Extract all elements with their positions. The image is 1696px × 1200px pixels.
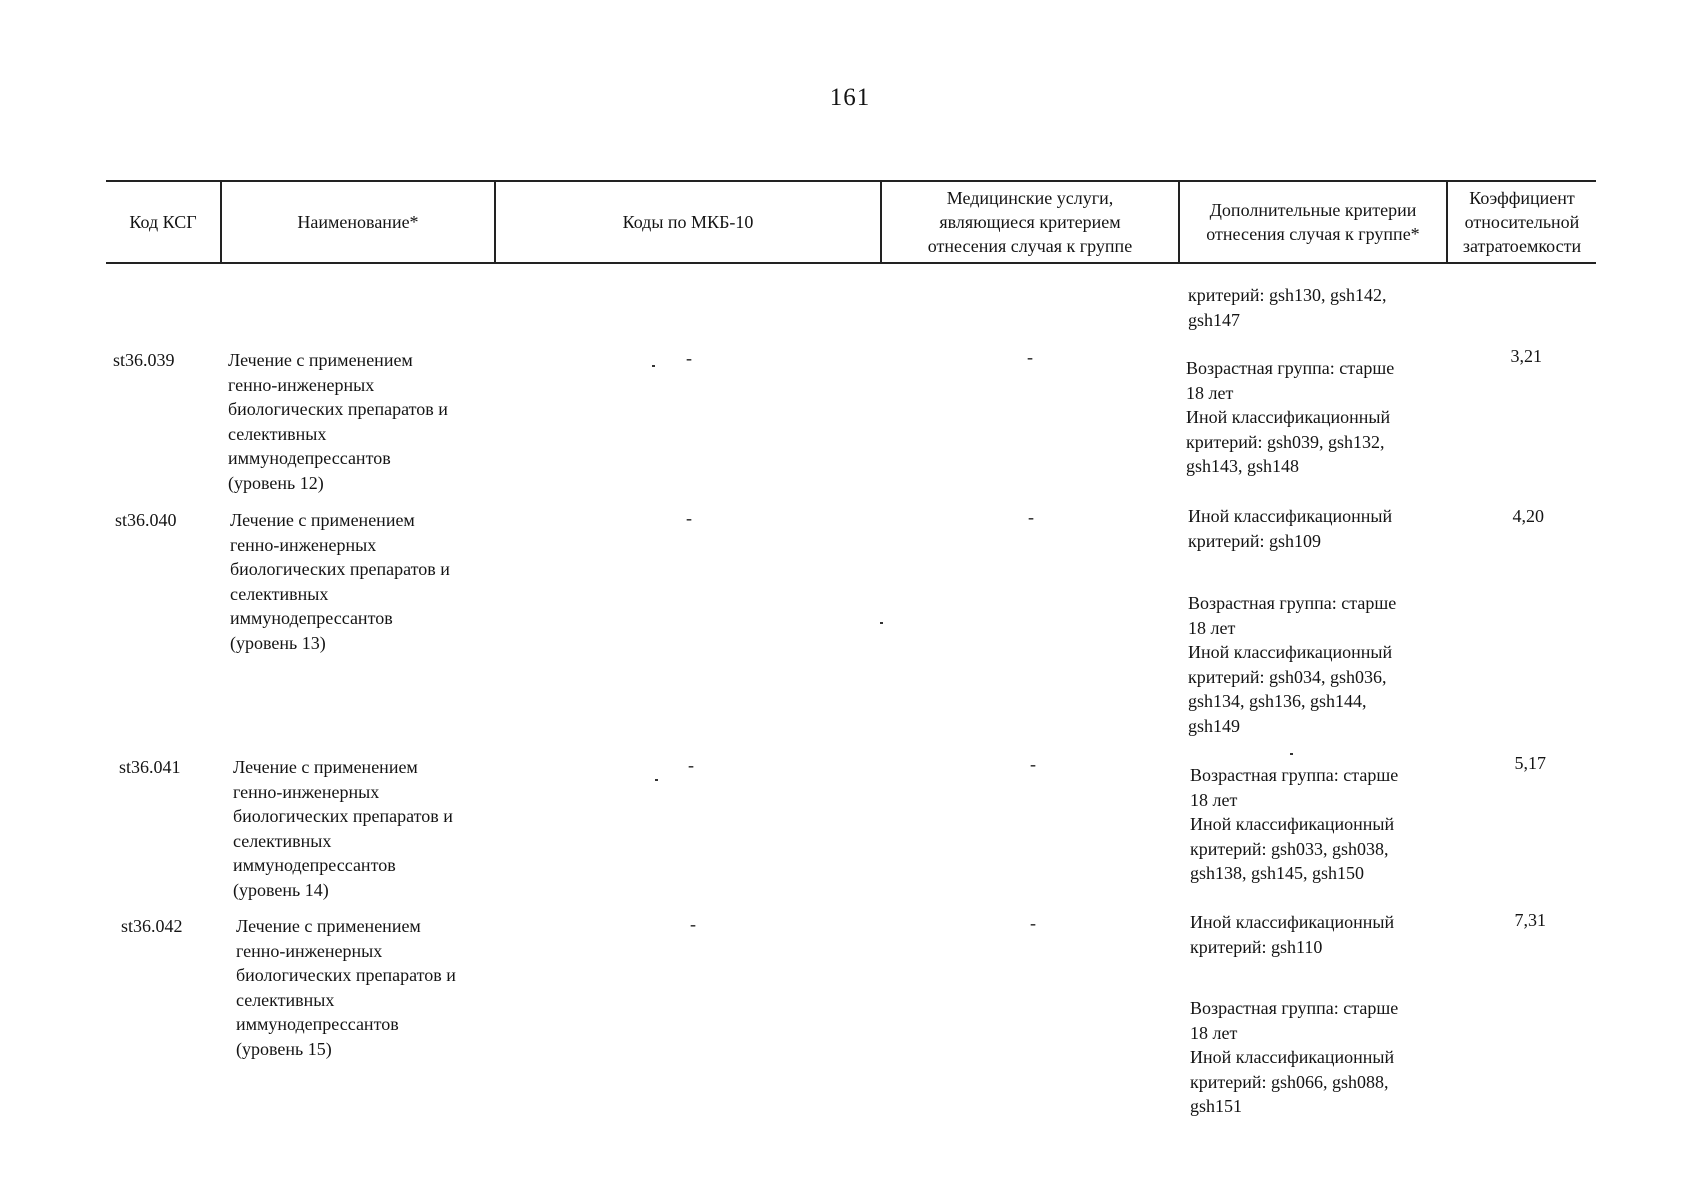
criteria-line: gsh143, gsh148 xyxy=(1186,456,1300,477)
name-line: генно-инженерных xyxy=(233,781,380,802)
criteria-line: gsh151 xyxy=(1190,1096,1243,1117)
name-line: иммунодепрессантов xyxy=(230,608,393,629)
name-line: биологических препаратов и xyxy=(233,806,453,827)
header-criteria xyxy=(1180,182,1448,262)
row-code: st36.039 xyxy=(113,350,175,370)
scan-speck xyxy=(652,365,655,367)
row-criteria xyxy=(1188,504,1392,553)
name-line: Лечение с применением xyxy=(233,757,418,777)
row-services: - xyxy=(1028,507,1034,527)
criteria-line: Возрастная группа: старше xyxy=(1186,358,1395,378)
header-code xyxy=(106,182,222,262)
header-coef xyxy=(1448,182,1596,262)
row-name xyxy=(230,508,450,656)
name-line: Лечение с применением xyxy=(236,916,421,936)
header-criteria-line: отнесения случая к группе* xyxy=(1206,224,1420,244)
name-line: селективных xyxy=(233,830,332,851)
criteria-line: Иной классификационный xyxy=(1190,1047,1395,1068)
row-name xyxy=(236,914,456,1062)
criteria-line: Возрастная группа: старше xyxy=(1190,765,1399,785)
continuation-criteria xyxy=(1188,283,1387,332)
criteria-line: критерий: gsh109 xyxy=(1188,530,1322,551)
criteria-line: 18 лет xyxy=(1190,1022,1238,1043)
name-line: иммунодепрессантов xyxy=(233,855,396,876)
name-line: биологических препаратов и xyxy=(228,399,448,420)
criteria-line: gsh138, gsh145, gsh150 xyxy=(1190,863,1365,884)
header-coef-line: Коэффициент xyxy=(1469,188,1575,208)
row-name xyxy=(233,755,453,903)
criteria-line: Возрастная группа: старше xyxy=(1188,593,1397,613)
criteria-line: 18 лет xyxy=(1186,382,1234,403)
criteria-line: 18 лет xyxy=(1190,789,1238,810)
criteria-line: gsh147 xyxy=(1188,309,1241,330)
name-line: генно-инженерных xyxy=(236,940,383,961)
row-criteria xyxy=(1186,356,1394,479)
row-coef: 7,31 xyxy=(1514,910,1546,930)
criteria-line: критерий: gsh066, gsh088, xyxy=(1190,1071,1389,1092)
name-line: иммунодепрессантов xyxy=(236,1014,399,1035)
row-services: - xyxy=(1030,754,1036,774)
header-mkb-label: Коды по МКБ-10 xyxy=(622,212,754,232)
row-code: st36.041 xyxy=(119,757,181,777)
header-services-line: отнесения случая к группе xyxy=(927,236,1133,256)
name-line: Лечение с применением xyxy=(228,350,413,370)
criteria-line: Иной классификационный xyxy=(1186,407,1391,428)
criteria-line: gsh134, gsh136, gsh144, xyxy=(1188,691,1367,712)
criteria-line: Возрастная группа: старше xyxy=(1190,998,1399,1018)
header-coef-line: относительной xyxy=(1464,212,1580,232)
criteria-line: Иной классификационный xyxy=(1188,506,1393,526)
criteria-line: критерий: gsh130, gsh142, xyxy=(1188,285,1387,305)
name-line: иммунодепрессантов xyxy=(228,448,391,469)
row-criteria xyxy=(1190,763,1398,886)
page-number: 161 xyxy=(829,84,871,111)
criteria-line: gsh149 xyxy=(1188,715,1241,736)
name-line: биологических препаратов и xyxy=(236,965,456,986)
header-criteria-line: Дополнительные критерии xyxy=(1209,200,1417,220)
name-line: селективных xyxy=(236,989,335,1010)
header-name-label: Наименование* xyxy=(297,212,419,232)
row-mkb: - xyxy=(686,508,692,528)
row-code: st36.042 xyxy=(121,916,183,936)
criteria-line: 18 лет xyxy=(1188,617,1236,638)
row-coef: 5,17 xyxy=(1514,753,1546,773)
header-code-label: Код КСГ xyxy=(129,212,197,232)
criteria-line: Иной классификационный xyxy=(1190,912,1395,932)
row-mkb: - xyxy=(688,755,694,775)
header-coef-line: затратоемкости xyxy=(1462,236,1582,256)
header-mkb xyxy=(496,182,882,262)
row-criteria xyxy=(1190,910,1394,959)
name-line: (уровень 13) xyxy=(230,632,326,653)
scan-speck xyxy=(880,622,883,624)
name-line: селективных xyxy=(228,423,327,444)
name-line: генно-инженерных xyxy=(230,534,377,555)
header-services-line: Медицинские услуги, xyxy=(946,188,1114,208)
name-line: биологических препаратов и xyxy=(230,559,450,580)
row-criteria xyxy=(1188,591,1396,739)
row-criteria xyxy=(1190,996,1398,1119)
scan-speck xyxy=(655,779,658,781)
row-services: - xyxy=(1030,913,1036,933)
header-services xyxy=(882,182,1180,262)
criteria-line: Иной классификационный xyxy=(1188,642,1393,663)
criteria-line: критерий: gsh034, gsh036, xyxy=(1188,666,1387,687)
name-line: селективных xyxy=(230,583,329,604)
criteria-line: Иной классификационный xyxy=(1190,814,1395,835)
header-services-line: являющиеся критерием xyxy=(939,212,1121,232)
name-line: (уровень 15) xyxy=(236,1038,332,1059)
criteria-line: критерий: gsh039, gsh132, xyxy=(1186,431,1385,452)
header-name xyxy=(222,182,496,262)
row-mkb: - xyxy=(686,348,692,368)
criteria-line: критерий: gsh033, gsh038, xyxy=(1190,838,1389,859)
row-coef: 4,20 xyxy=(1512,506,1544,526)
row-code: st36.040 xyxy=(115,510,177,530)
name-line: Лечение с применением xyxy=(230,510,415,530)
name-line: (уровень 14) xyxy=(233,879,329,900)
table-header xyxy=(106,180,1596,264)
row-services: - xyxy=(1027,347,1033,367)
row-mkb: - xyxy=(690,914,696,934)
row-name xyxy=(228,348,448,496)
name-line: генно-инженерных xyxy=(228,374,375,395)
scan-speck xyxy=(1290,753,1293,755)
row-coef: 3,21 xyxy=(1510,346,1542,366)
criteria-line: критерий: gsh110 xyxy=(1190,936,1323,957)
name-line: (уровень 12) xyxy=(228,472,324,493)
